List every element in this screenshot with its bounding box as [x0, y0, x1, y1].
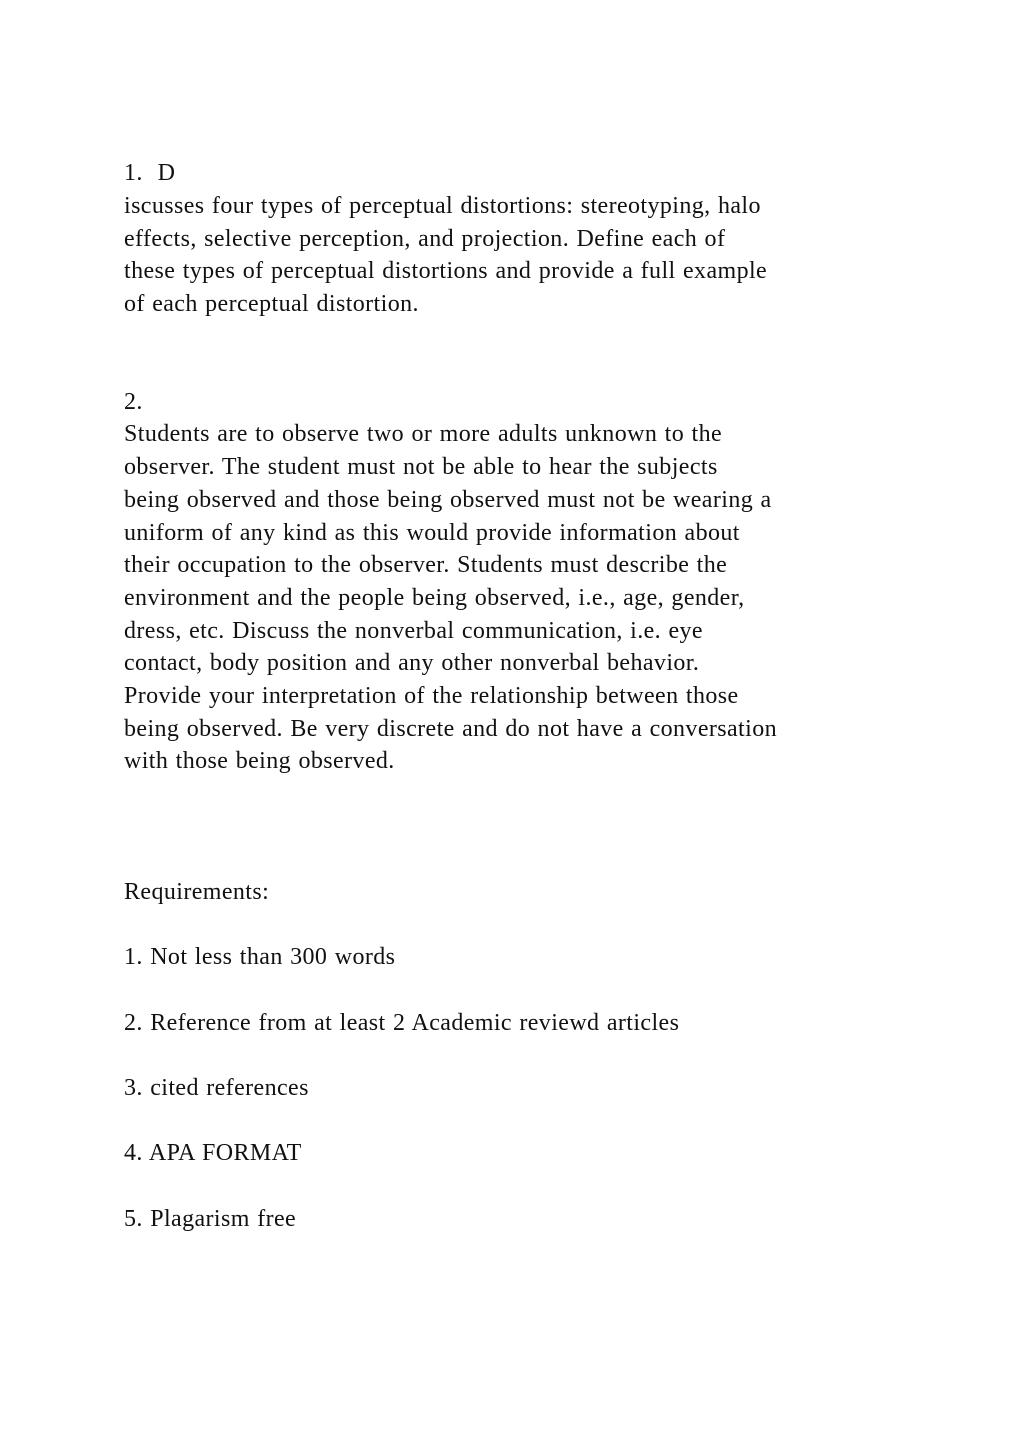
question-2-line: with those being observed. — [124, 748, 395, 774]
question-2-line: Students are to observe two or more adults unknown to the — [124, 421, 723, 447]
question-2-line: environment and the people being observed, i.e., age, gender, — [124, 585, 745, 611]
question-2-line: dress, etc. Discuss the nonverbal communication, i.e. eye — [124, 618, 703, 644]
question-1-line: of each perceptual distortion. — [124, 291, 419, 317]
requirement-item: 3. cited references — [124, 1075, 309, 1101]
requirement-item: 4. APA FORMAT — [124, 1140, 302, 1166]
requirements-heading: Requirements: — [124, 879, 270, 905]
question-2-line: Provide your interpretation of the relationship between those — [124, 683, 739, 709]
question-2-line: being observed. Be very discrete and do not have a conversation — [124, 716, 777, 742]
question-2-line: being observed and those being observed must not be wearing a — [124, 487, 772, 513]
question-1-line: iscusses four types of perceptual distortions: stereotyping, halo — [124, 193, 761, 219]
requirement-item: 1. Not less than 300 words — [124, 944, 396, 970]
question-1-number: 1. D — [124, 160, 176, 186]
question-1-line: effects, selective perception, and projection. Define each of — [124, 226, 726, 252]
question-2-line: their occupation to the observer. Students must describe the — [124, 552, 728, 578]
question-2-number: 2. — [124, 389, 143, 415]
requirement-item: 5. Plagarism free — [124, 1206, 297, 1232]
question-2-line: observer. The student must not be able to hear the subjects — [124, 454, 718, 480]
question-2-line: contact, body position and any other nonverbal behavior. — [124, 650, 700, 676]
question-1-line: these types of perceptual distortions and provide a full example — [124, 258, 768, 284]
question-2-line: uniform of any kind as this would provide information about — [124, 520, 740, 546]
requirement-item: 2. Reference from at least 2 Academic reviewd articles — [124, 1010, 680, 1036]
